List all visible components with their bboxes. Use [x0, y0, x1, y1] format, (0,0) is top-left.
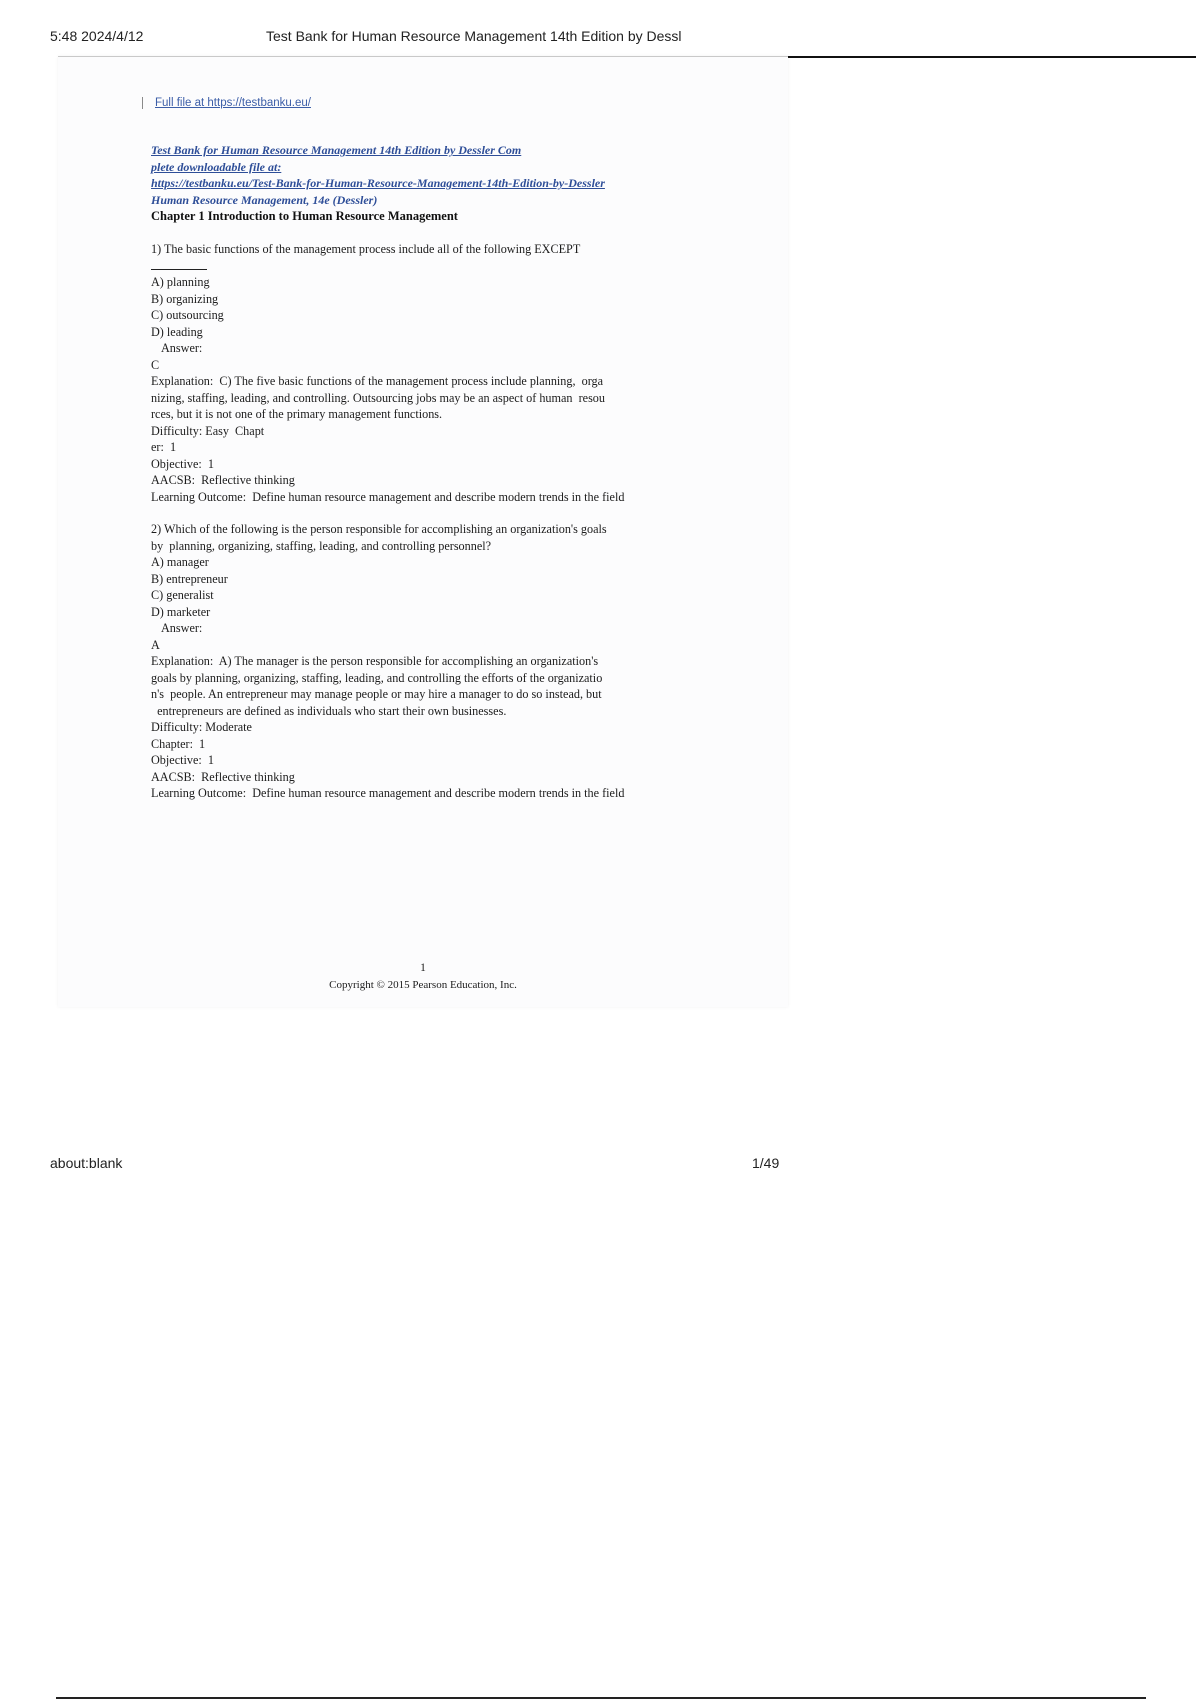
option-c: C) generalist: [151, 588, 214, 602]
title-line-1[interactable]: Test Bank for Human Resource Management 14th Edition by Dessler Com: [151, 143, 522, 157]
answer-value: C: [151, 357, 160, 372]
explanation-line: nizing, staffing, leading, and controlling. Outsourcing jobs may be an aspect of human resou: [151, 390, 605, 405]
objective: Objective: 1: [151, 753, 214, 767]
option-a: A) manager: [151, 555, 209, 569]
download-url[interactable]: https://testbanku.eu/Test-Bank-for-Human-Resource-Management-14th-Edition-by-Dessler: [151, 176, 605, 190]
explanation-line: Explanation: A) The manager is the person responsible for accomplishing an organization's: [151, 654, 599, 668]
print-header: [50, 26, 1150, 54]
explanation-line: n's people. An entrepreneur may manage people or may hire a manager to do so instead, but: [151, 687, 602, 701]
question-1-stem: 1) The basic functions of the management process include all of the following EXCEPT: [151, 242, 581, 256]
header-rule: [780, 56, 1196, 58]
question-2: [151, 521, 791, 802]
chapter: Chapter: 1: [151, 736, 206, 751]
print-page-title: Test Bank for Human Resource Management 14th Edition by Dessl: [266, 28, 682, 44]
copyright: Copyright © 2015 Pearson Education, Inc.: [329, 979, 517, 991]
question-2-stem: by planning, organizing, staffing, leading, and controlling personnel?: [151, 538, 492, 553]
full-file-link[interactable]: Full file at https://testbanku.eu/: [142, 97, 311, 109]
page-number: 1: [420, 962, 426, 974]
question-1: [151, 241, 791, 505]
answer-blank: [151, 261, 207, 270]
option-d: D) marketer: [151, 604, 211, 619]
answer-blank-line: [151, 258, 791, 275]
print-timestamp: 5:48 2024/4/12: [50, 28, 144, 44]
explanation-line: rces, but it is not one of the primary management functions.: [151, 407, 443, 421]
answer-value: A: [151, 637, 160, 652]
explanation-line: Explanation: C) The five basic functions of the management process include planning, orga: [151, 374, 604, 388]
chapter: er: 1: [151, 440, 177, 454]
answer-label: Answer:: [161, 341, 203, 355]
explanation-line: goals by planning, organizing, staffing, leading, and controlling the efforts of the organizatio: [151, 670, 603, 685]
difficulty: Difficulty: Moderate: [151, 720, 252, 734]
answer-label: Answer:: [161, 621, 203, 635]
option-a: A) planning: [151, 275, 210, 289]
option-b: B) entrepreneur: [151, 571, 228, 586]
question-2-stem: 2) Which of the following is the person responsible for accomplishing an organization's goals: [151, 522, 607, 536]
bottom-rule: [56, 1697, 1146, 1699]
difficulty: Difficulty: Easy Chapt: [151, 423, 265, 438]
document-page: [58, 56, 788, 1007]
option-d: D) leading: [151, 324, 203, 339]
title-line-2[interactable]: plete downloadable file at:: [151, 159, 282, 174]
learning-outcome: Learning Outcome: Define human resource management and describe modern trends in the field: [151, 786, 625, 800]
objective: Objective: 1: [151, 456, 214, 471]
learning-outcome: Learning Outcome: Define human resource management and describe modern trends in the field: [151, 489, 625, 504]
title-block: [151, 142, 751, 225]
print-footer-url: about:blank: [50, 1155, 123, 1171]
aacsb: AACSB: Reflective thinking: [151, 473, 295, 487]
book-subtitle: Human Resource Management, 14e (Dessler): [151, 192, 378, 207]
aacsb: AACSB: Reflective thinking: [151, 769, 295, 784]
explanation-line: entrepreneurs are defined as individuals who start their own businesses.: [151, 703, 507, 718]
option-c: C) outsourcing: [151, 308, 224, 322]
chapter-heading: Chapter 1 Introduction to Human Resource Management: [151, 209, 458, 223]
option-b: B) organizing: [151, 291, 219, 306]
print-footer-page-count: 1/49: [752, 1155, 780, 1171]
